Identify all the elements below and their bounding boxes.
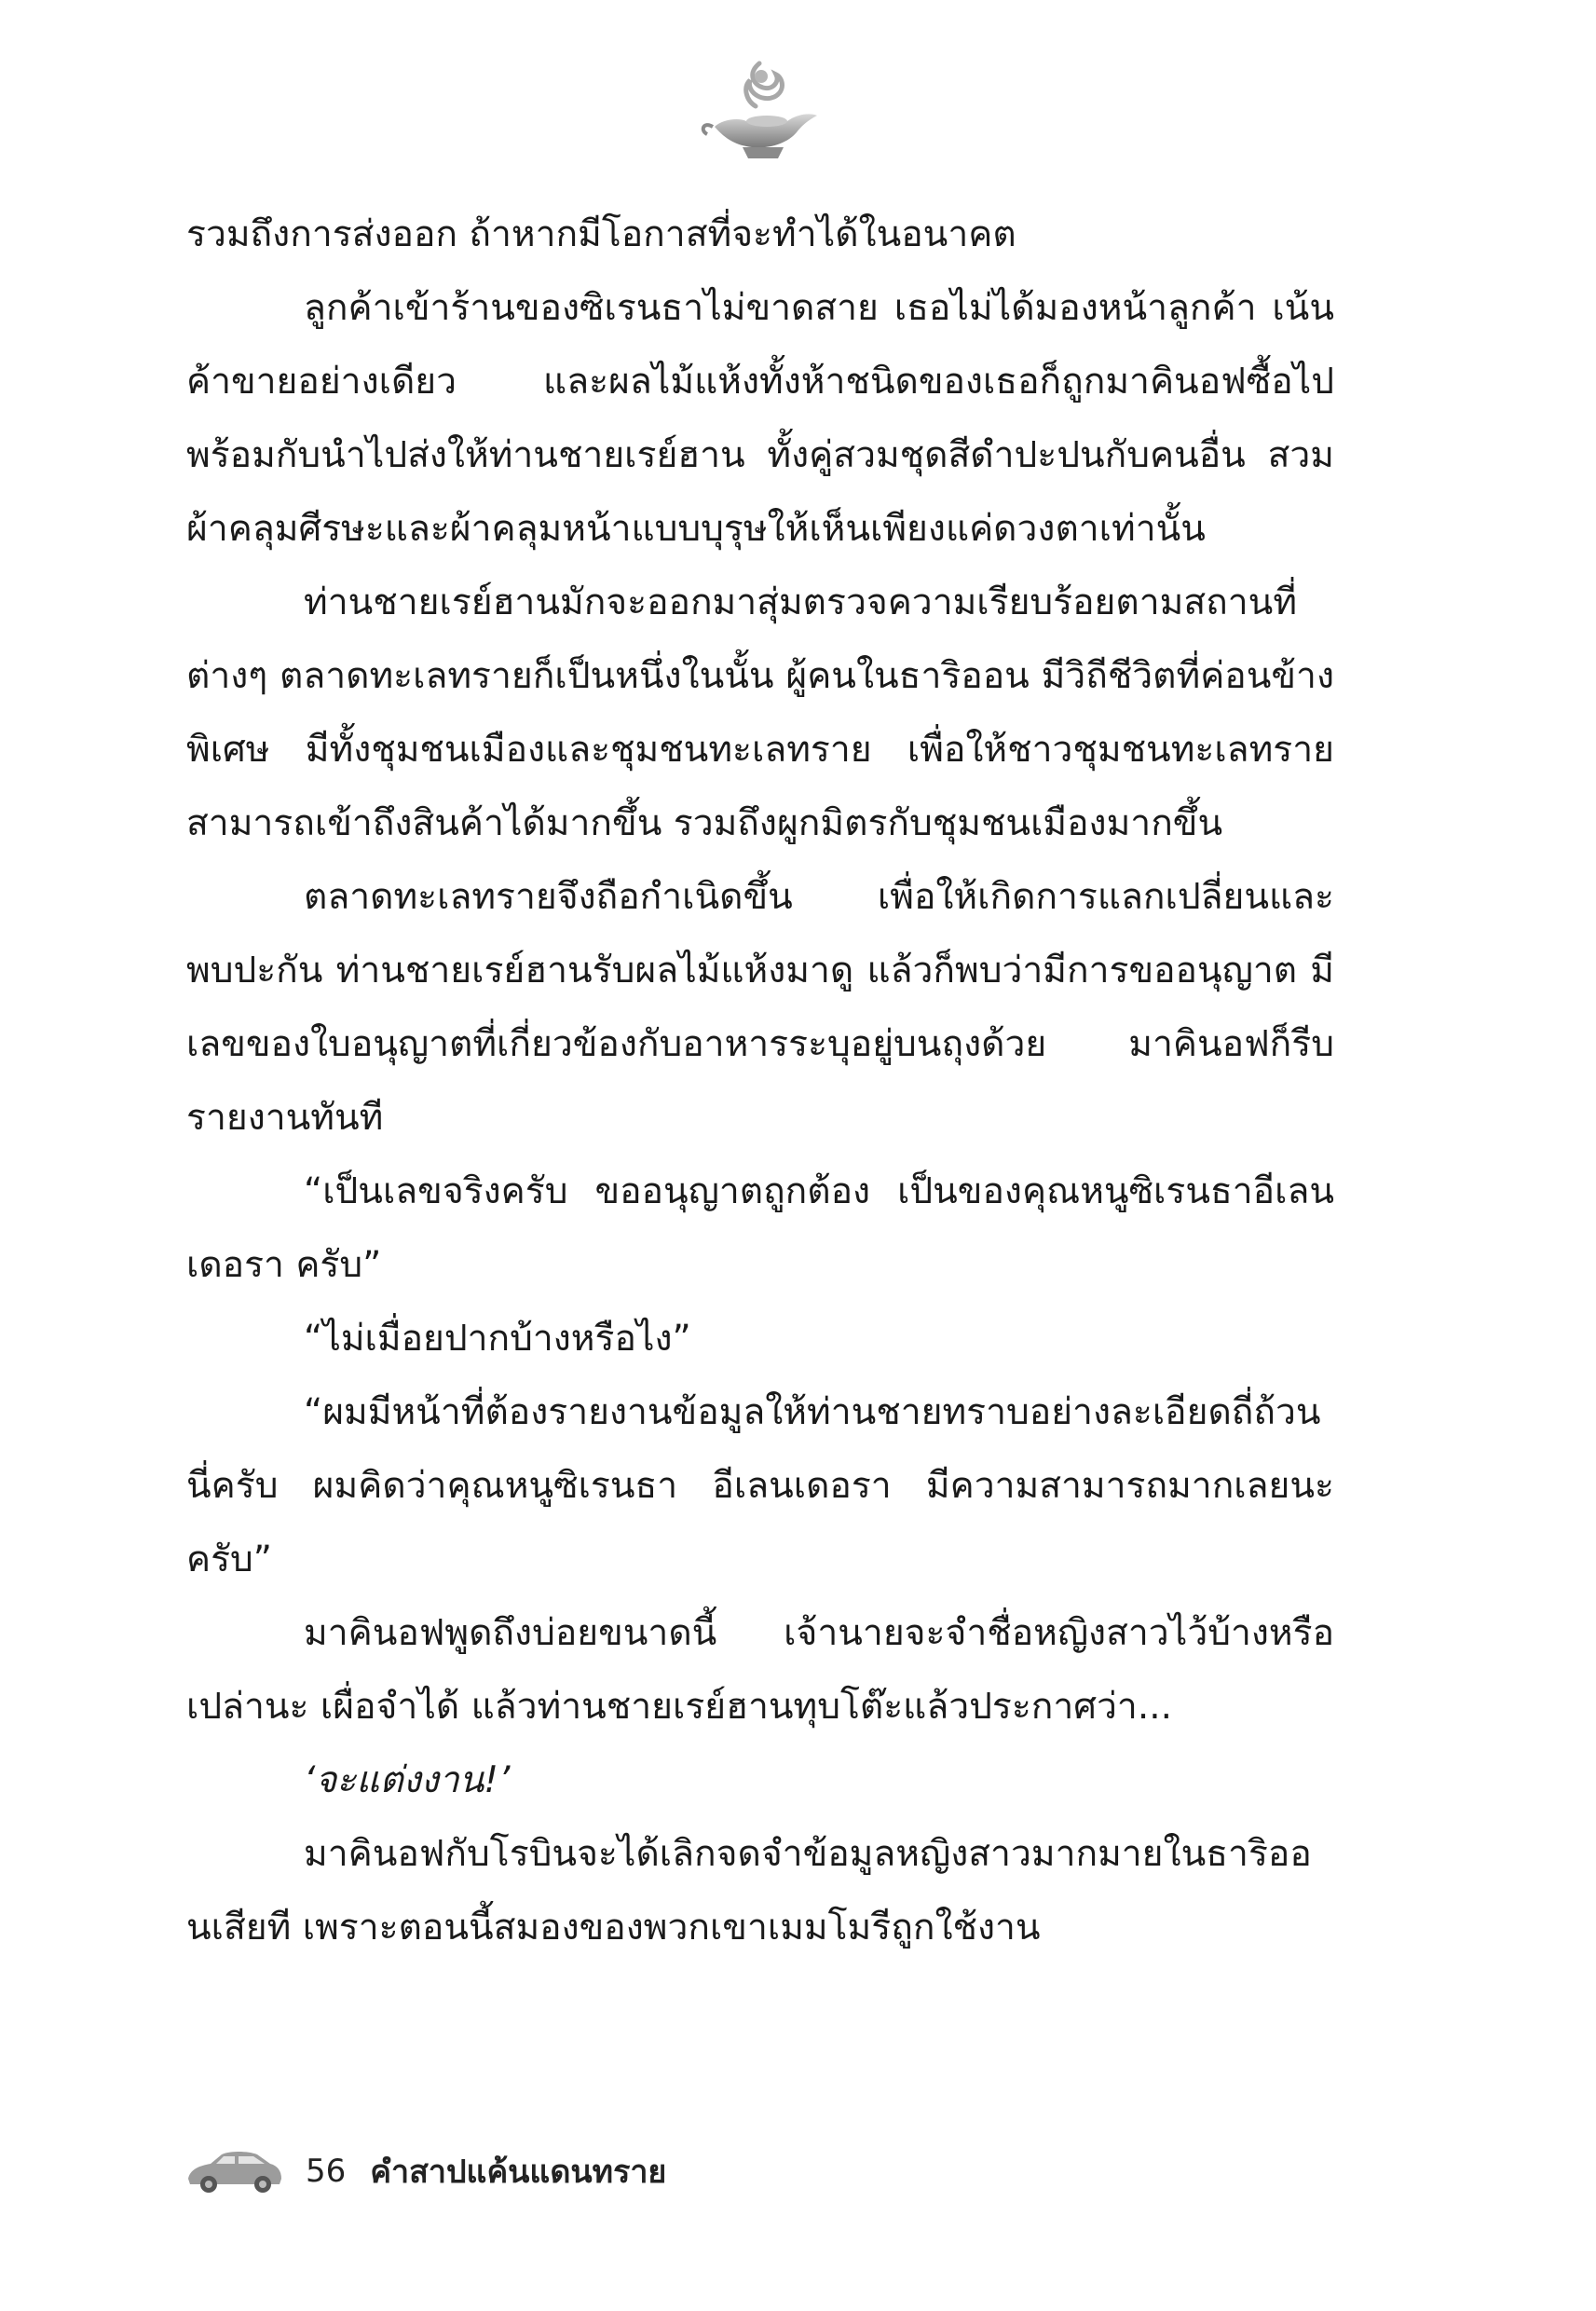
paragraph: “ผมมีหน้าที่ต้องรายงานข้อมูลให้ท่านชายทราบอย่างละเอียดถี่ถ้วนนี่ครับ ผมคิดว่าคุณหนูซิเรนธา อีเลนเดอรา มีความสามารถมากเลยนะครับ”	[186, 1391, 1334, 1580]
genie-lamp-icon	[694, 54, 825, 166]
paragraph: มาคินอฟพูดถึงบ่อยขนาดนี้ เจ้านายจะจำชื่อหญิงสาวไว้บ้างหรือเปล่านะ เผื่อจำได้ แล้วท่านชายเรย์ฮานทุบโต๊ะแล้วประกาศว่า...	[186, 1612, 1334, 1728]
paragraph: ‘จะแต่งงาน!’	[304, 1759, 511, 1801]
paragraph: มาคินอฟกับโรบินจะได้เลิกจดจำข้อมูลหญิงสาวมากมายในธาริออนเสียที เพราะตอนนี้สมองของพวกเขาเมมโมรีถูกใช้งาน	[186, 1833, 1312, 1949]
page-footer	[183, 2134, 666, 2208]
car-icon	[183, 2145, 285, 2197]
paragraph: ลูกค้าเข้าร้านของซิเรนธาไม่ขาดสาย เธอไม่ได้มองหน้าลูกค้า เน้นค้าขายอย่างเดียว และผลไม้แห้งทั้งห้าชนิดของเธอก็ถูกมาคินอฟซื้อไป พร้อมกับนำไปส่งให้ท่านชายเรย์ฮาน ทั้งคู่สวมชุดสีดำปะปนกับคนอื่น สวมผ้าคลุมศีรษะและผ้าคลุมหน้าแบบบุรุษให้เห็นเพียงแค่ดวงตาเท่านั้น	[186, 287, 1334, 550]
book-title: คำสาปแค้นแดนทราย	[370, 2154, 667, 2191]
paragraph: “เป็นเลขจริงครับ ขออนุญาตถูกต้อง เป็นของคุณหนูซิเรนธาอีเลนเดอรา ครับ”	[186, 1170, 1334, 1286]
paragraph: “ไม่เมื่อยปากบ้างหรือไง”	[304, 1318, 691, 1360]
page-number: 56	[306, 2153, 347, 2190]
paragraph: ตลาดทะเลทรายจึงถือกำเนิดขึ้น เพื่อให้เกิดการแลกเปลี่ยนและพบปะกัน ท่านชายเรย์ฮานรับผลไม้แห้งมาดู แล้วก็พบว่ามีการขออนุญาต มีเลขของใบอนุญาตที่เกี่ยวข้องกับอาหารระบุอยู่บนถุงด้วย มาคินอฟก็รีบรายงานทันที	[186, 876, 1334, 1139]
paragraph: ท่านชายเรย์ฮานมักจะออกมาสุ่มตรวจความเรียบร้อยตามสถานที่ต่างๆ ตลาดทะเลทรายก็เป็นหนึ่งในนั้น ผู้คนในธาริออน มีวิถีชีวิตที่ค่อนข้างพิเศษ มีทั้งชุมชนเมืองและชุมชนทะเลทราย เพื่อให้ชาวชุมชนทะเลทรายสามารถเข้าถึงสินค้าได้มากขึ้น รวมถึงผูกมิตรกับชุมชนเมืองมากขึ้น	[186, 581, 1334, 844]
paragraph: รวมถึงการส่งออก ถ้าหากมีโอกาสที่จะทำได้ในอนาคต	[186, 213, 1016, 255]
body-text	[186, 198, 1334, 1964]
